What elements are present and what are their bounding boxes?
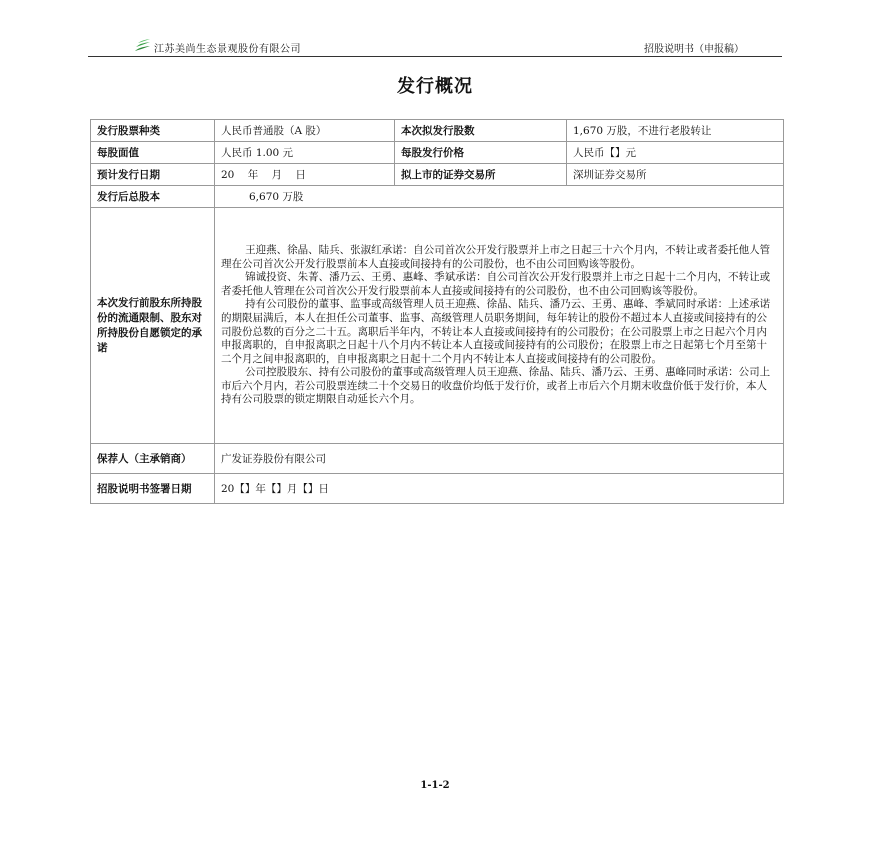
label-sponsor: 保荐人（主承销商）: [91, 444, 215, 474]
table-row: [91, 186, 784, 208]
commitment-paragraph: 王迎燕、徐晶、陆兵、张淑红承诺：自公司首次公开发行股票并上市之日起三十六个月内，不转让或者委托他人管理在公司首次公开发行股票前本人直接或间接持有的公司股份，也不由公司回购该等股份。: [221, 243, 771, 270]
label-total-shares: 发行后总股本: [91, 186, 215, 208]
commitment-paragraph: 持有公司股份的董事、监事或高级管理人员王迎燕、徐晶、陆兵、潘乃云、王勇、惠峰、季斌同时承诺：上述承诺的期限届满后，本人在担任公司董事、监事、高级管理人员职务期间，每年转让的股份不超过本人直接或间接持有的公司股份总数的百分之二十五。离职后半年内，不转让本人直接或间接持有的公司股份；在公司股票上市之日起六个月内申报离职的，自申报离职之日起十八个月内不转让本人直接或间接持有的公司股份；在股票上市之日起第七个月至第十二个月之间申报离职的，自申报离职之日起十二个月内不转让本人直接或间接持有的公司股份。: [221, 298, 771, 365]
table-row: [91, 142, 784, 164]
value-issue-price: 人民币【】元: [567, 142, 784, 164]
commitment-paragraph: 公司控股股东、持有公司股份的董事或高级管理人员王迎燕、徐晶、陆兵、潘乃云、王勇、惠峰同时承诺：公司上市后六个月内，若公司股票连续二十个交易日的收盘价均低于发行价，或者上市后六个月期末收盘价低于发行价，本人持有公司股票的锁定期限自动延长六个月。: [221, 366, 771, 406]
value-signing-date: 20【】年【】月【】日: [215, 474, 784, 504]
label-issue-price: 每股发行价格: [395, 142, 567, 164]
company-logo-icon: [134, 38, 152, 54]
page-number: 1-1-2: [420, 780, 450, 791]
table-row: [91, 474, 784, 504]
table-row: [91, 164, 784, 186]
commitment-paragraph: 锦诚投资、朱菁、潘乃云、王勇、惠峰、季斌承诺：自公司首次公开发行股票并上市之日起十二个月内，不转让或者委托他人管理在公司首次公开发行股票前本人直接或间接持有的公司股份，也不由公司回购该等股份。: [221, 271, 771, 297]
label-shares-to-issue: 本次拟发行股数: [395, 120, 567, 142]
page-header: [88, 36, 782, 57]
label-lockup-commitment: 本次发行前股东所持股份的流通限制、股东对所持股份自愿锁定的承诺: [91, 208, 215, 444]
label-share-type: 发行股票种类: [91, 120, 215, 142]
value-par-value: 人民币 1.00 元: [215, 142, 395, 164]
table-row: [91, 444, 784, 474]
label-issue-date: 预计发行日期: [91, 164, 215, 186]
label-par-value: 每股面值: [91, 142, 215, 164]
company-name: 江苏美尚生态景观股份有限公司: [154, 44, 301, 55]
value-lockup-commitment: [215, 208, 784, 444]
value-share-type: 人民币普通股（A 股）: [215, 120, 395, 142]
offering-overview-table: [90, 119, 784, 504]
page-title: 发行概况: [397, 76, 473, 97]
value-issue-date: 20 年 月 日: [215, 164, 395, 186]
value-shares-to-issue: 1,670 万股，不进行老股转让: [567, 120, 784, 142]
value-total-shares: 6,670 万股: [215, 186, 784, 208]
value-sponsor: 广发证券股份有限公司: [215, 444, 784, 474]
document-type: 招股说明书（申报稿）: [644, 44, 744, 55]
table-row: [91, 120, 784, 142]
table-row: [91, 208, 784, 444]
label-signing-date: 招股说明书签署日期: [91, 474, 215, 504]
label-exchange: 拟上市的证券交易所: [395, 164, 567, 186]
value-exchange: 深圳证券交易所: [567, 164, 784, 186]
